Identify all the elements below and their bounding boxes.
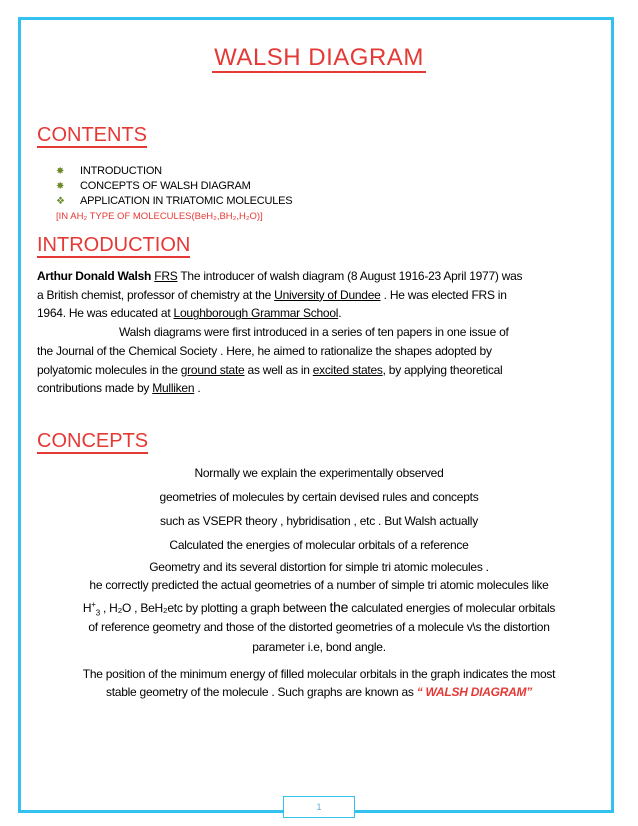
- concepts-line: Geometry and its several distortion for simple tri atomic molecules .: [149, 560, 489, 574]
- contents-heading: CONTENTS: [37, 124, 147, 146]
- page-title: WALSH DIAGRAM: [214, 44, 424, 71]
- ground-state-link[interactable]: ground state: [180, 362, 245, 377]
- loughborough-school-link[interactable]: Loughborough Grammar School: [173, 306, 339, 321]
- concepts-line: Normally we explain the experimentally observed: [194, 466, 444, 480]
- concepts-line: he correctly predicted the actual geometries of a number of simple tri atomic molecules like: [89, 578, 549, 592]
- frs-link[interactable]: FRS: [154, 269, 178, 283]
- page-number: 1: [283, 796, 355, 818]
- list-item: ✸ CONCEPTS OF WALSH DIAGRAM: [56, 180, 251, 192]
- concepts-line: of reference geometry and those of the distorted geometries of a molecule v\s the distortion: [88, 620, 550, 634]
- author-name: Arthur Donald Walsh: [37, 269, 152, 283]
- concepts-line: Calculated the energies of molecular orbitals of a reference: [169, 538, 469, 552]
- concepts-heading: CONCEPTS: [37, 430, 149, 452]
- mulliken-link[interactable]: Mulliken: [152, 381, 195, 396]
- concepts-line: such as VSEPR theory , hybridisation , etc . But Walsh actually: [160, 514, 478, 528]
- concepts-line: geometries of molecules by certain devised rules and concepts: [159, 490, 479, 504]
- diamond-bullet-icon: ❖: [56, 196, 65, 207]
- excited-states-link[interactable]: excited states: [312, 362, 383, 377]
- concepts-paragraph-2: The position of the minimum energy of filled molecular orbitals in the graph indicates the most stable geometry of the molecule . Such graphs are known as “ WALSH DIAGRAM”: [82, 667, 556, 699]
- walsh-diagram-highlight: “ WALSH DIAGRAM”: [416, 685, 533, 699]
- list-item: ❖ APPLICATION IN TRIATOMIC MOLECULES: [56, 195, 293, 207]
- introduction-heading: INTRODUCTION: [37, 234, 191, 256]
- introduction-paragraph: Arthur Donald Walsh FRS The introducer of walsh diagram (8 August 1916-23 April 1977) was a British chemist, professor of chemistry at the University of Dundee . He was elected FRS in 1964. He was educated at Loughborough Grammar School. Walsh diagrams were first introduced in a series of ten papers in one issue of the Journal of the Chemical Society . Here, he aimed to rationalize the shapes adopted by polyatomic molecules in the ground state as well as in excited states, by applying theoretical contributions made by Mulliken .: [37, 269, 523, 396]
- star-bullet-icon: ✸: [56, 181, 65, 192]
- contents-note: [IN AH₂ TYPE OF MOLECULES(BeH₂,BH₂,H₂O)]: [56, 211, 263, 222]
- star-bullet-icon: ✸: [56, 166, 65, 177]
- university-of-dundee-link[interactable]: University of Dundee: [274, 287, 381, 302]
- list-item: ✸ INTRODUCTION: [56, 165, 162, 177]
- concepts-line: $H^+_3$ , H₂O , BeH₂etc by plotting a graph between the calculated energies of molecular orbitals: [82, 599, 556, 618]
- concepts-line: parameter i.e, bond angle.: [252, 640, 386, 654]
- contents-list: [56, 164, 292, 209]
